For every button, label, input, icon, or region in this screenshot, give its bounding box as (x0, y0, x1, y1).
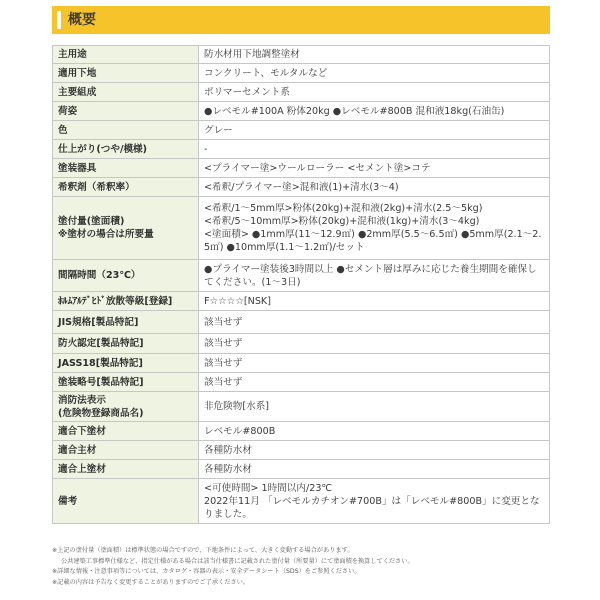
row-label: JASS18[製品特記] (53, 354, 199, 373)
row-label: 塗付量(塗面積) ※塗材の場合は所要量 (53, 197, 199, 260)
row-label: 希釈剤（希釈率） (53, 178, 199, 197)
section-title: 概要 (68, 12, 96, 28)
row-value: ●プライマー塗装後3時間以上 ●セメント層は厚みに応じた養生期間を確保してください。(1～3日) (199, 260, 550, 292)
row-label: 色 (53, 121, 199, 140)
row-label: 主要組成 (53, 83, 199, 102)
row-label: 防火認定[製品特記] (53, 334, 199, 354)
header-accent-bar (57, 11, 61, 29)
table-row (53, 178, 550, 197)
row-value: ポリマーセメント系 (199, 83, 550, 102)
table-row (53, 121, 550, 140)
row-value: 各種防水材 (199, 460, 550, 479)
table-row (53, 260, 550, 292)
row-label: 塗装器具 (53, 159, 199, 178)
row-label: 消防法表示 (危険物登録商品名) (53, 392, 199, 422)
row-value: 非危険物[水系] (199, 392, 550, 422)
row-value: 該当せず (199, 311, 550, 334)
footnote: ※記載の内容は予告なく変更することがありますのでご了承ください。 (52, 578, 249, 586)
row-value: <希釈/1～5mm厚>粉体(20kg)+混和液(2kg)+清水(2.5～5kg) <希釈/5～10mm厚>粉体(20kg)+混和液(1kg)+清水(3～4kg) <塗面積> ●1mm厚(11～12.9㎡) ●2mm厚(5.5～6.5㎡) ●5mm厚(2.1～2.5㎡) ●10mm厚(1.1～1.2㎡)/セット (199, 197, 550, 260)
row-label: 主用途 (53, 46, 199, 64)
table-row (53, 334, 550, 354)
table-row (53, 354, 550, 373)
row-label: 適用下地 (53, 64, 199, 83)
row-value: グレー (199, 121, 550, 140)
table-row (53, 392, 550, 422)
table-row (53, 46, 550, 64)
footnotes (52, 546, 552, 588)
row-value: F☆☆☆☆[NSK] (199, 292, 550, 311)
table-row (53, 311, 550, 334)
table-row (53, 422, 550, 441)
row-value: 該当せず (199, 334, 550, 354)
row-value: 該当せず (199, 373, 550, 392)
row-value: 防水材用下地調整塗材 (199, 46, 550, 64)
row-label: 適合上塗材 (53, 460, 199, 479)
row-value: 各種防水材 (199, 441, 550, 460)
table-row (53, 460, 550, 479)
row-value: - (199, 140, 550, 159)
table-row (53, 373, 550, 392)
row-value: ●レベモル#100A 粉体20kg ●レベモル#800B 混和液18kg(石油缶) (199, 102, 550, 121)
row-label: 適合下塗材 (53, 422, 199, 441)
row-value: <プライマー塗>ウールローラー <セメント塗>コテ (199, 159, 550, 178)
footnote: ※詳細な情報・注意事項等については、カタログ・容器の表示・安全データシート（SDS）をご参照ください。 (52, 568, 361, 575)
row-value: <希釈/プライマー塗>混和液(1)+清水(3～4) (199, 178, 550, 197)
row-value: レベモル#800B (199, 422, 550, 441)
table-row (53, 83, 550, 102)
spec-table (52, 45, 550, 524)
footnote: ※上記の塗付量（塗面積）は標準状態の場合ですので、下地条件によって、大きく変動する場合があります。 (52, 547, 354, 554)
table-row (53, 292, 550, 311)
table-row (53, 197, 550, 260)
section-header (52, 6, 550, 34)
row-value: コンクリート、モルタルなど (199, 64, 550, 83)
row-label: JIS規格[製品特記] (53, 311, 199, 334)
table-row (53, 479, 550, 524)
row-label: ﾎﾙﾑｱﾙﾃﾞﾋﾄﾞ放散等級[登録] (53, 292, 199, 311)
table-row (53, 102, 550, 121)
row-label: 適合主材 (53, 441, 199, 460)
row-label: 間隔時間（23℃） (53, 260, 199, 292)
table-row (53, 140, 550, 159)
table-row (53, 159, 550, 178)
table-row (53, 64, 550, 83)
row-value: <可使時間> 1時間以内/23℃ 2022年11月 「レベモルカチオン#700B」は「レベモル#800B」に変更となりました。 (199, 479, 550, 524)
row-label: 荷姿 (53, 102, 199, 121)
row-label: 仕上がり(つや/模様) (53, 140, 199, 159)
table-row (53, 441, 550, 460)
row-value: 該当せず (199, 354, 550, 373)
footnote: 公共建築工事標準仕様など、指定仕様がある場合は該当仕様書に記載された塗付量（所要量）にて塗面積を換算してください。 (61, 557, 414, 565)
row-label: 塗装略号[製品特記] (53, 373, 199, 392)
row-label: 備考 (53, 479, 199, 524)
